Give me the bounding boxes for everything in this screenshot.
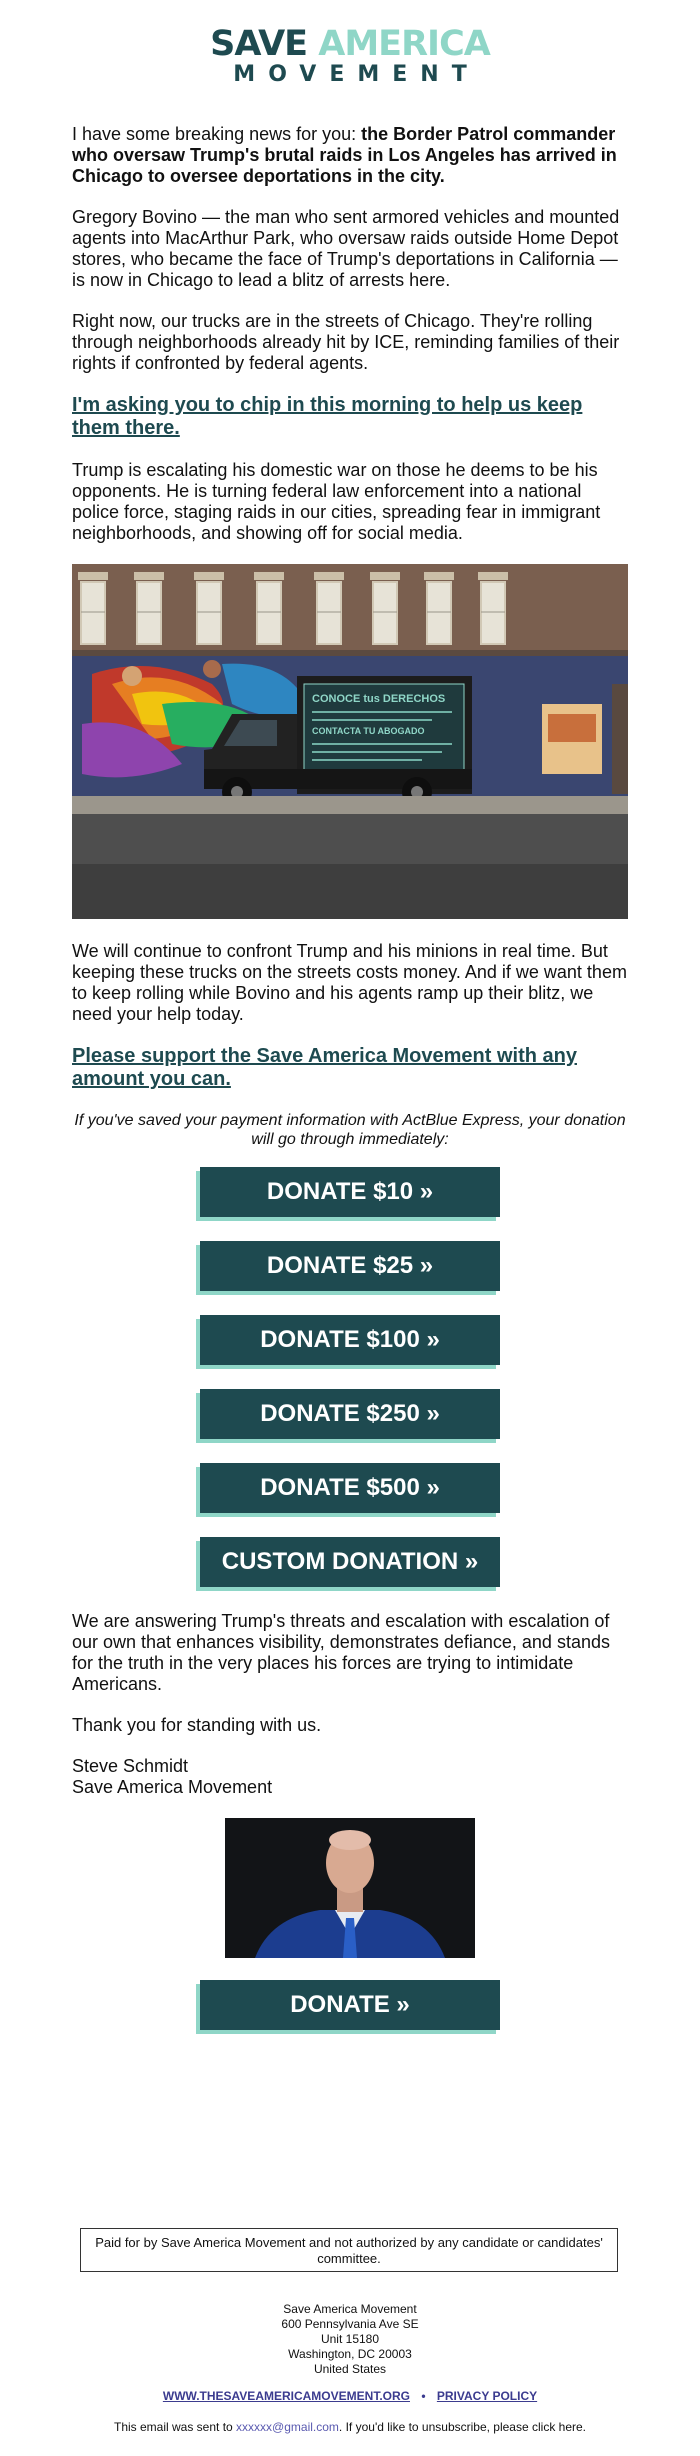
- final-donate-button[interactable]: DONATE »: [200, 1980, 500, 2030]
- truck-sign-title: CONOCE tus DERECHOS: [312, 693, 446, 705]
- signature-org: Save America Movement: [72, 1777, 273, 1797]
- address-line: Washington, DC 20003: [288, 2347, 412, 2361]
- address-line: United States: [313, 2362, 387, 2376]
- paragraph-bovino: Gregory Bovino — the man who sent armored vehicles and mounted agents into MacArthur Park, who oversaw raids outside Home Depot stores, who became the face of Trump's deportations in California — is now in Chicago to lead a blitz of arrests here.: [72, 207, 620, 290]
- logo-word-america: AMERICA: [318, 24, 490, 64]
- paid-for-disclaimer: Paid for by Save America Movement and not authorized by any candidate or candidates' committee.: [80, 2228, 618, 2272]
- footer-links: [0, 2389, 700, 2403]
- chip-in-link[interactable]: I'm asking you to chip in this morning to help us keep them there.: [72, 394, 583, 439]
- privacy-policy-link[interactable]: PRIVACY POLICY: [436, 2389, 538, 2403]
- truck-photo[interactable]: [72, 564, 628, 919]
- email-body: [72, 0, 628, 2030]
- unsubscribe-text[interactable]: . If you'd like to unsubscribe, please click here.: [338, 2420, 587, 2434]
- paragraph-escalating: Trump is escalating his domestic war on those he deems to be his opponents. He is turning federal law enforcement into a national police force, staging raids in our cities, spreading fear in immigrant neighborhoods, and showing off for social media.: [72, 460, 601, 543]
- donate-250-button[interactable]: DONATE $250 »: [200, 1389, 500, 1439]
- link-separator: •: [421, 2389, 426, 2403]
- truck-sign-sub: CONTACTA TU ABOGADO: [312, 726, 425, 736]
- donate-500-button[interactable]: DONATE $500 »: [200, 1463, 500, 1513]
- actblue-note: If you've saved your payment information with ActBlue Express, your donation will go through immediately:: [74, 1112, 626, 1148]
- intro-lead: I have some breaking news for you:: [72, 124, 357, 144]
- mailing-address: [0, 2302, 700, 2377]
- custom-donation-button[interactable]: CUSTOM DONATION »: [200, 1537, 500, 1587]
- truck-photo-illustration: [72, 564, 628, 919]
- donate-25-button[interactable]: DONATE $25 »: [200, 1241, 500, 1291]
- logo-word-save: SAVE: [210, 24, 308, 64]
- donate-100-button[interactable]: DONATE $100 »: [200, 1315, 500, 1365]
- address-line: 600 Pennsylvania Ave SE: [281, 2317, 419, 2331]
- thanks-line: Thank you for standing with us.: [72, 1715, 322, 1735]
- logo[interactable]: [72, 0, 628, 90]
- paragraph-trucks: Right now, our trucks are in the streets of Chicago. They're rolling through neighborhoods already hit by ICE, reminding families of their rights if confronted by federal agents.: [72, 311, 620, 373]
- signature-name: Steve Schmidt: [72, 1756, 189, 1776]
- support-link[interactable]: Please support the Save America Movement with any amount you can.: [72, 1045, 577, 1090]
- intro-paragraph: [72, 124, 628, 187]
- logo-wordmark: [72, 26, 628, 62]
- address-line: Save America Movement: [283, 2302, 417, 2316]
- donate-10-button[interactable]: DONATE $10 »: [200, 1167, 500, 1217]
- address-line: Unit 15180: [320, 2332, 380, 2346]
- sent-to-notice: [0, 2420, 700, 2434]
- intro-bold: the Border Patrol commander who oversaw Trump's brutal raids in Los Angeles has arrived in Chicago to oversee deportations in the city.: [72, 124, 617, 186]
- paragraph-confront: We will continue to confront Trump and his minions in real time. But keeping these trucks on the streets costs money. And if we want them to keep rolling while Bovino and his agents ramp up their blitz, we need your help today.: [72, 941, 627, 1024]
- paragraph-answering: We are answering Trump's threats and escalation with escalation of our own that enhances visibility, demonstrates defiance, and stands for the truth in the very places his forces are trying to intimidate Americans.: [72, 1611, 610, 1694]
- logo-word-movement: MOVEMENT: [233, 62, 480, 87]
- recipient-email[interactable]: xxxxxx@gmail.com: [236, 2420, 339, 2434]
- portrait-photo: [225, 1818, 475, 1958]
- website-link[interactable]: WWW.THESAVEAMERICAMOVEMENT.ORG: [162, 2389, 410, 2403]
- sent-prefix: This email was sent to: [113, 2420, 233, 2434]
- signature: [72, 1756, 628, 1798]
